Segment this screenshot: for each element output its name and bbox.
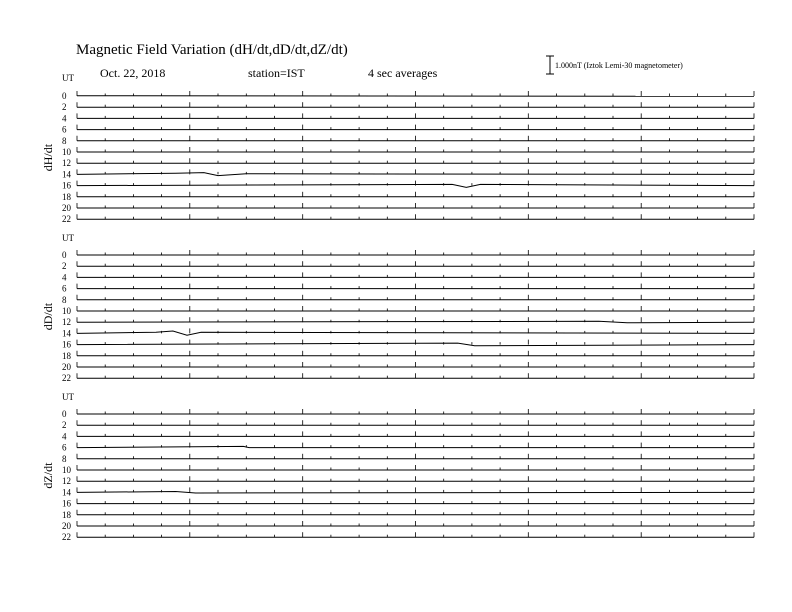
component-label: dZ/dt — [41, 462, 55, 489]
trace-row-0 — [62, 409, 754, 419]
row-hour-label: 0 — [62, 409, 67, 419]
chart-title: Magnetic Field Variation (dH/dt,dD/dt,dZ/dt) — [76, 42, 348, 58]
row-hour-label: 14 — [62, 169, 71, 180]
row-hour-label: 12 — [62, 476, 71, 487]
row-hour-label: 10 — [62, 147, 71, 157]
row-hour-label: 14 — [62, 328, 71, 339]
row-hour-label: 16 — [62, 498, 71, 509]
component-label: dH/dt — [41, 143, 55, 172]
row-hour-label: 22 — [62, 532, 71, 543]
row-hour-label: 10 — [62, 306, 71, 316]
trace-row-18 — [62, 192, 754, 202]
row-hour-label: 12 — [62, 158, 71, 169]
trace-row-16 — [62, 340, 754, 350]
panel-dZ-dt — [41, 392, 754, 542]
trace-row-0 — [62, 91, 754, 101]
row-hour-label: 4 — [62, 431, 67, 442]
ut-axis-label: UT — [62, 392, 74, 402]
trace-row-16 — [62, 181, 754, 191]
averaging-label: 4 sec averages — [368, 66, 438, 80]
station-label: station=IST — [248, 66, 305, 80]
trace-row-2 — [62, 261, 754, 271]
row-hour-label: 20 — [62, 521, 71, 531]
ut-axis-label: UT — [62, 233, 74, 243]
row-hour-label: 6 — [62, 283, 67, 294]
row-hour-label: 18 — [62, 350, 71, 361]
row-hour-label: 20 — [62, 203, 71, 213]
row-hour-label: 18 — [62, 509, 71, 520]
trace-row-8 — [62, 136, 754, 146]
row-hour-label: 22 — [62, 373, 71, 384]
trace-row-10 — [62, 306, 754, 316]
row-hour-label: 4 — [62, 272, 67, 283]
trace-row-22 — [62, 373, 754, 383]
row-hour-label: 8 — [62, 294, 67, 305]
trace-row-4 — [62, 272, 754, 282]
trace-row-12 — [62, 317, 754, 327]
row-hour-label: 2 — [62, 261, 67, 272]
row-hour-label: 2 — [62, 102, 67, 113]
trace-row-14 — [62, 328, 754, 338]
trace-row-12 — [62, 476, 754, 486]
trace-row-22 — [62, 532, 754, 542]
trace-row-8 — [62, 295, 754, 305]
row-hour-label: 4 — [62, 113, 67, 124]
trace-row-18 — [62, 510, 754, 520]
panel-dD-dt — [41, 233, 754, 383]
row-hour-label: 8 — [62, 453, 67, 464]
trace-row-2 — [62, 102, 754, 112]
row-hour-label: 2 — [62, 420, 67, 431]
trace-row-0 — [62, 250, 754, 260]
trace-row-14 — [62, 487, 754, 497]
trace-row-10 — [62, 465, 754, 475]
row-hour-label: 14 — [62, 487, 71, 498]
row-hour-label: 6 — [62, 124, 67, 135]
scale-bar — [546, 56, 683, 74]
trace-row-20 — [62, 203, 754, 213]
trace-row-14 — [62, 169, 754, 179]
row-hour-label: 16 — [62, 339, 71, 350]
scale-bar-label: 1.000nT (Iztok Lemi-30 magnetometer) — [555, 61, 683, 70]
row-hour-label: 0 — [62, 250, 67, 260]
trace-row-6 — [62, 125, 754, 135]
trace-row-6 — [62, 443, 754, 453]
trace-row-20 — [62, 521, 754, 531]
trace-row-6 — [62, 284, 754, 294]
trace-row-10 — [62, 147, 754, 157]
trace-row-4 — [62, 113, 754, 123]
ut-axis-label: UT — [62, 73, 74, 83]
panel-dH-dt — [41, 73, 754, 224]
trace-row-16 — [62, 499, 754, 509]
trace-row-18 — [62, 351, 754, 361]
trace-row-12 — [62, 158, 754, 168]
row-hour-label: 6 — [62, 442, 67, 453]
row-hour-label: 18 — [62, 191, 71, 202]
row-hour-label: 0 — [62, 91, 67, 101]
row-hour-label: 12 — [62, 317, 71, 328]
row-hour-label: 16 — [62, 180, 71, 191]
trace-row-4 — [62, 431, 754, 441]
component-label: dD/dt — [41, 302, 55, 331]
panels-group — [41, 73, 754, 542]
trace-row-8 — [62, 454, 754, 464]
row-hour-label: 10 — [62, 465, 71, 475]
trace-row-2 — [62, 420, 754, 430]
row-hour-label: 22 — [62, 214, 71, 225]
date-label: Oct. 22, 2018 — [100, 66, 166, 80]
trace-row-20 — [62, 362, 754, 372]
row-hour-label: 8 — [62, 135, 67, 146]
row-hour-label: 20 — [62, 362, 71, 372]
trace-row-22 — [62, 214, 754, 224]
